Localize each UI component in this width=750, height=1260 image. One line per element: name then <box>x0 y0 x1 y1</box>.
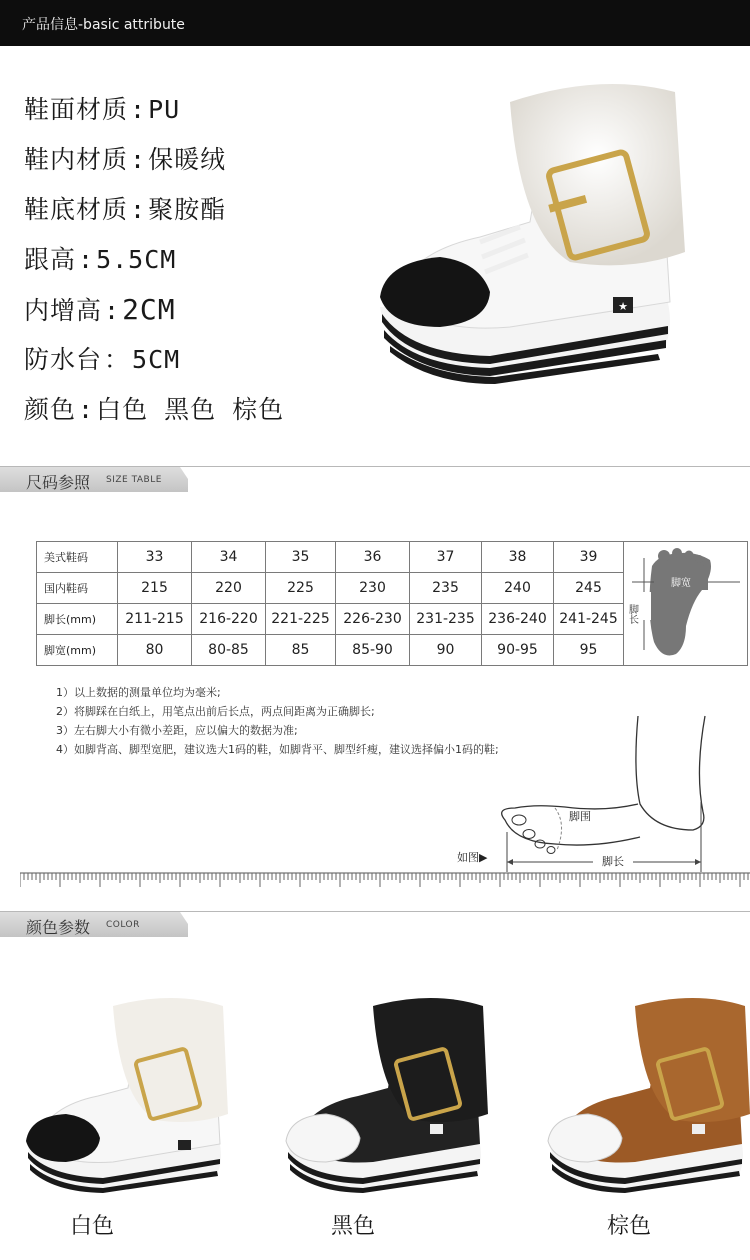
table-cell: 33 <box>118 542 192 573</box>
size-section-header <box>0 466 750 496</box>
row-label-us-size: 美式鞋码 <box>37 542 118 573</box>
size-section-subtitle: SIZE TABLE <box>106 475 162 485</box>
table-cell: 36 <box>336 542 410 573</box>
table-cell: 241-245 <box>554 604 624 635</box>
attr-upper: 鞋面材质:PU <box>24 95 181 124</box>
ruler-graphic <box>20 872 750 888</box>
length-label: 脚长 <box>602 855 624 868</box>
example-label: 如图▶ <box>457 851 488 864</box>
attr-insole: 内增高:2CM <box>24 293 176 326</box>
table-cell: 38 <box>482 542 554 573</box>
foot-outline-cell <box>624 542 748 666</box>
color-label-brown: 棕色 <box>606 1214 651 1239</box>
color-label-white: 白色 <box>69 1214 114 1239</box>
color-section-subtitle: COLOR <box>106 920 140 930</box>
table-cell: 240 <box>482 573 554 604</box>
section-divider <box>0 466 750 467</box>
attribute-list <box>24 88 284 438</box>
foot-outline-image <box>624 542 748 666</box>
section-divider <box>0 911 750 912</box>
table-cell: 220 <box>192 573 266 604</box>
table-cell: 211-215 <box>118 604 192 635</box>
row-label-foot-width: 脚宽(mm) <box>37 635 118 666</box>
attr-sole-label: 鞋底材质 <box>24 195 129 224</box>
table-cell: 236-240 <box>482 604 554 635</box>
header-title: 产品信息-basic attribute <box>22 17 185 33</box>
foot-length-label: 脚长 <box>626 604 638 624</box>
shoe-white-image <box>18 996 232 1196</box>
table-cell: 226-230 <box>336 604 410 635</box>
table-cell: 85 <box>266 635 336 666</box>
table-cell: 37 <box>410 542 482 573</box>
attr-platform-label: 防水台 <box>24 345 103 374</box>
svg-text:★: ★ <box>618 300 628 313</box>
table-cell: 230 <box>336 573 410 604</box>
table-cell: 80-85 <box>192 635 266 666</box>
attr-insole-label: 内增高 <box>24 296 103 325</box>
header-bar <box>0 0 750 46</box>
note-item: 2）将脚踩在白纸上，用笔点出前后长点，两点间距离为正确脚长; <box>56 705 375 718</box>
attr-colors: 颜色:白色 黑色 棕色 <box>24 395 285 424</box>
girth-label: 脚围 <box>569 810 591 823</box>
foot-measure-diagram <box>455 712 715 874</box>
shoe-brown-image <box>540 996 750 1196</box>
table-cell: 235 <box>410 573 482 604</box>
attr-lining: 鞋内材质:保暖绒 <box>24 145 227 174</box>
attr-sole-value: 聚胺酯 <box>148 195 227 224</box>
table-cell: 231-235 <box>410 604 482 635</box>
table-cell: 216-220 <box>192 604 266 635</box>
table-cell: 39 <box>554 542 624 573</box>
attr-colors-label: 颜色 <box>24 395 77 424</box>
attr-sole: 鞋底材质:聚胺酯 <box>24 195 227 224</box>
color-section-header <box>0 911 750 941</box>
note-item: 3）左右脚大小有微小差距，应以偏大的数据为准; <box>56 724 298 737</box>
table-cell: 225 <box>266 573 336 604</box>
attr-insole-value: 2CM <box>122 293 176 326</box>
table-cell: 245 <box>554 573 624 604</box>
attr-lining-value: 保暖绒 <box>148 145 227 174</box>
size-table <box>36 541 748 666</box>
attr-upper-label: 鞋面材质 <box>24 95 129 124</box>
table-cell: 95 <box>554 635 624 666</box>
table-cell: 34 <box>192 542 266 573</box>
attr-heel: 跟高:5.5CM <box>24 245 177 274</box>
table-cell: 80 <box>118 635 192 666</box>
color-label-black: 黑色 <box>330 1214 375 1239</box>
table-cell: 90-95 <box>482 635 554 666</box>
row-label-foot-length: 脚长(mm) <box>37 604 118 635</box>
table-cell: 85-90 <box>336 635 410 666</box>
size-section-title: 尺码参照 <box>26 473 91 492</box>
attr-upper-value: PU <box>148 95 181 124</box>
table-row <box>37 542 748 573</box>
attr-heel-label: 跟高 <box>24 245 77 274</box>
note-item: 1）以上数据的测量单位均为毫米; <box>56 686 221 699</box>
table-cell: 35 <box>266 542 336 573</box>
table-cell: 215 <box>118 573 192 604</box>
note-item: 4）如脚背高、脚型宽肥，建议选大1码的鞋，如脚背平、脚型纤瘦，建议选择偏小1码的鞋; <box>56 743 499 756</box>
attr-platform: 防水台：5CM <box>24 345 181 374</box>
color-section-title: 颜色参数 <box>26 918 91 937</box>
attr-platform-value: 5CM <box>132 345 181 374</box>
measurement-notes <box>56 684 499 760</box>
table-cell: 90 <box>410 635 482 666</box>
hero-shoe-image <box>370 72 690 392</box>
attr-colors-value: 白色 黑色 棕色 <box>96 395 285 424</box>
attr-heel-value: 5.5CM <box>96 245 177 274</box>
foot-width-label: 脚宽 <box>671 578 691 589</box>
attr-lining-label: 鞋内材质 <box>24 145 129 174</box>
row-label-cn-size: 国内鞋码 <box>37 573 118 604</box>
shoe-black-image <box>278 996 492 1196</box>
table-cell: 221-225 <box>266 604 336 635</box>
